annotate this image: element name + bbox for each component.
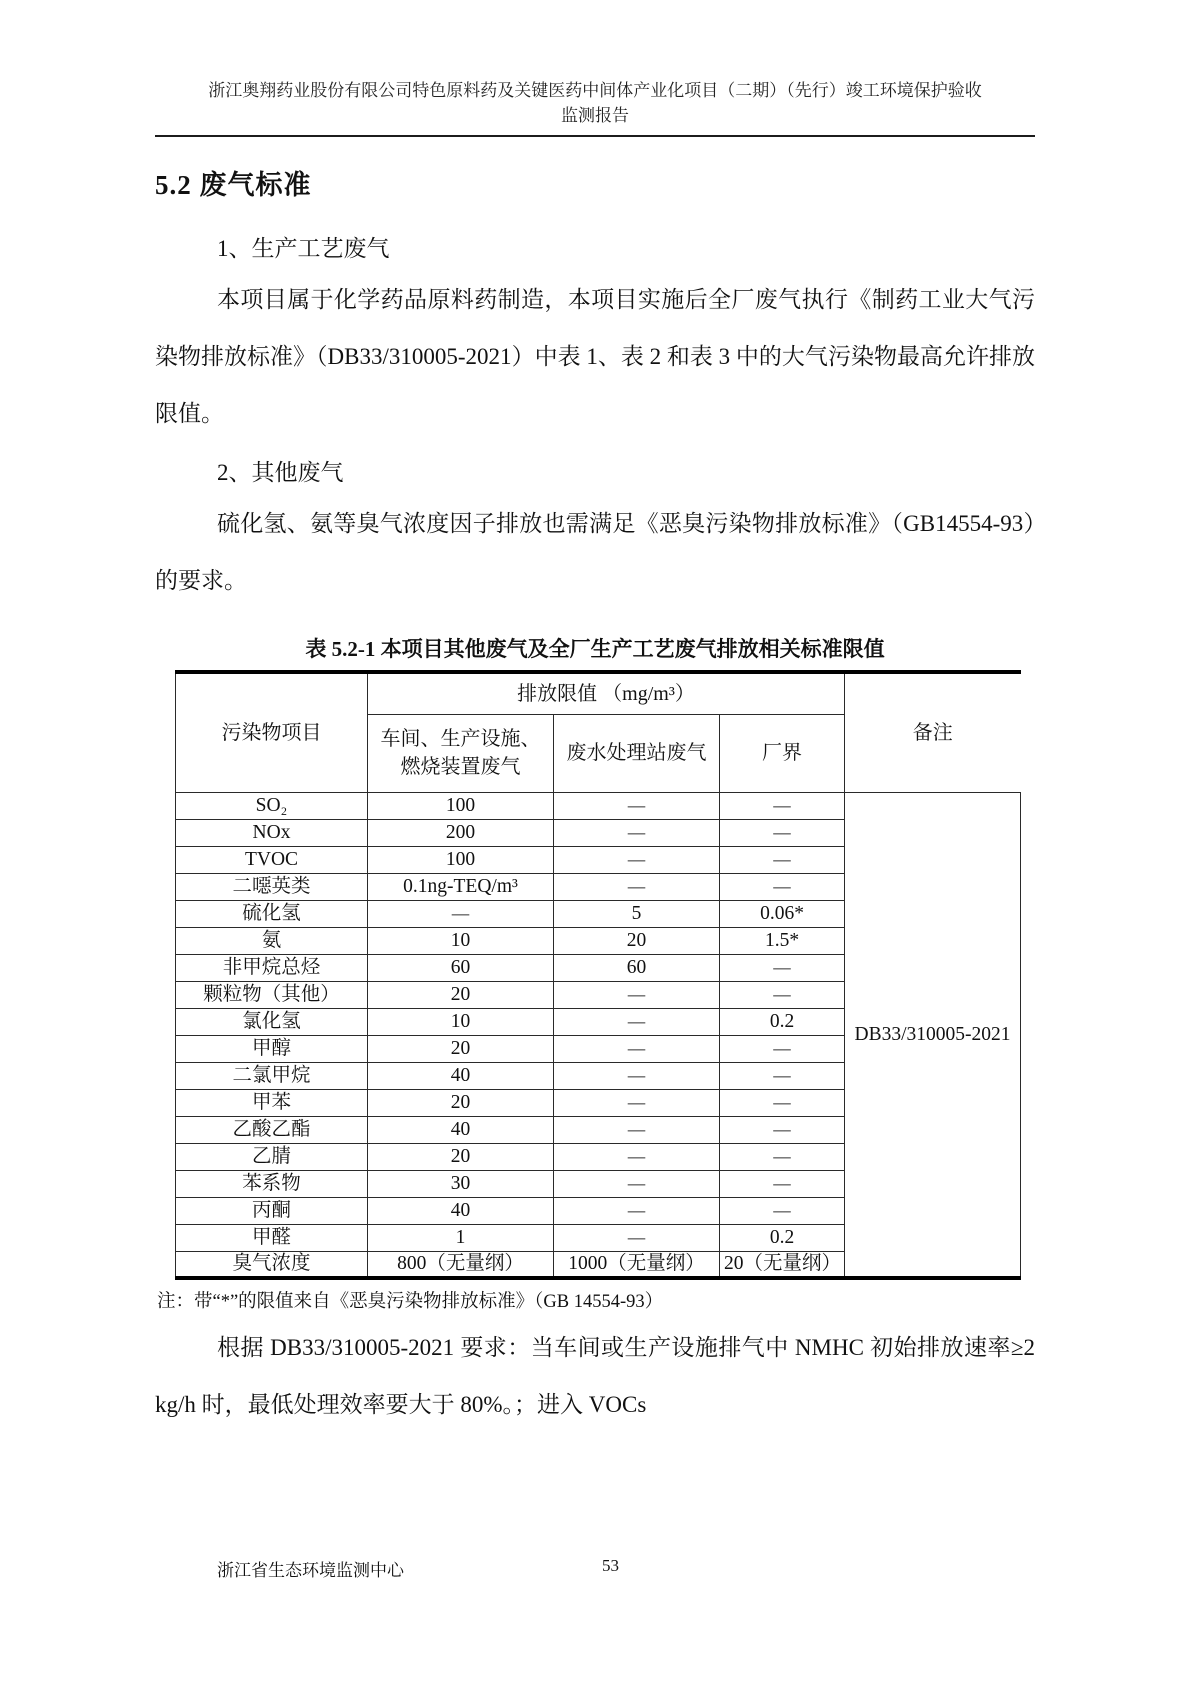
cell-boundary: — bbox=[720, 846, 845, 873]
cell-wwtp: — bbox=[554, 873, 720, 900]
cell-workshop: 10 bbox=[368, 927, 554, 954]
cell-wwtp: 60 bbox=[554, 954, 720, 981]
cell-boundary: — bbox=[720, 1062, 845, 1089]
cell-pollutant: 硫化氢 bbox=[176, 900, 368, 927]
cell-wwtp: — bbox=[554, 981, 720, 1008]
cell-boundary: — bbox=[720, 792, 845, 819]
cell-workshop: 100 bbox=[368, 792, 554, 819]
cell-pollutant: 非甲烷总烃 bbox=[176, 954, 368, 981]
cell-boundary: 20（无量纲） bbox=[720, 1251, 845, 1278]
col-header-wwtp: 废水处理站废气 bbox=[554, 714, 720, 792]
cell-pollutant: 丙酮 bbox=[176, 1197, 368, 1224]
cell-workshop: 40 bbox=[368, 1116, 554, 1143]
cell-workshop: 1 bbox=[368, 1224, 554, 1251]
list-item-2: 2、其他废气 bbox=[217, 460, 344, 485]
cell-workshop: 20 bbox=[368, 1035, 554, 1062]
cell-workshop: 10 bbox=[368, 1008, 554, 1035]
cell-boundary: — bbox=[720, 873, 845, 900]
cell-pollutant: 氨 bbox=[176, 927, 368, 954]
cell-workshop: 20 bbox=[368, 1143, 554, 1170]
cell-remark-standard: DB33/310005-2021 bbox=[845, 792, 1021, 1278]
col-header-limit-group: 排放限值 （mg/m³） bbox=[368, 672, 845, 714]
cell-wwtp: — bbox=[554, 819, 720, 846]
cell-pollutant: TVOC bbox=[176, 846, 368, 873]
cell-wwtp: — bbox=[554, 1089, 720, 1116]
page-header bbox=[155, 78, 1035, 137]
cell-wwtp: — bbox=[554, 1224, 720, 1251]
cell-boundary: 0.06* bbox=[720, 900, 845, 927]
cell-wwtp: 5 bbox=[554, 900, 720, 927]
paragraph-3: 根据 DB33/310005-2021 要求：当车间或生产设施排气中 NMHC 初始排放速率≥2 kg/h 时，最低处理效率要大于 80%。；进入 VOCs bbox=[155, 1335, 1035, 1417]
cell-pollutant: 苯系物 bbox=[176, 1170, 368, 1197]
cell-workshop: 30 bbox=[368, 1170, 554, 1197]
cell-pollutant: 氯化氢 bbox=[176, 1008, 368, 1035]
cell-wwtp: 20 bbox=[554, 927, 720, 954]
col-header-remark: 备注 bbox=[845, 672, 1021, 792]
cell-boundary: — bbox=[720, 1143, 845, 1170]
cell-boundary: — bbox=[720, 981, 845, 1008]
paragraph-2: 硫化氢、氨等臭气浓度因子排放也需满足《恶臭污染物排放标准》（GB14554-93）的要求。 bbox=[155, 511, 1035, 593]
cell-boundary: — bbox=[720, 1116, 845, 1143]
cell-wwtp: — bbox=[554, 792, 720, 819]
list-item-1: 1、生产工艺废气 bbox=[217, 236, 390, 261]
cell-pollutant: 乙酸乙酯 bbox=[176, 1116, 368, 1143]
cell-pollutant: 二氯甲烷 bbox=[176, 1062, 368, 1089]
cell-workshop: 100 bbox=[368, 846, 554, 873]
emission-limits-table bbox=[175, 670, 1021, 1280]
cell-wwtp: — bbox=[554, 1143, 720, 1170]
cell-pollutant: 甲醛 bbox=[176, 1224, 368, 1251]
cell-boundary: — bbox=[720, 819, 845, 846]
cell-workshop: 60 bbox=[368, 954, 554, 981]
cell-wwtp: — bbox=[554, 846, 720, 873]
cell-boundary: — bbox=[720, 1170, 845, 1197]
cell-pollutant: SO₂ bbox=[176, 792, 368, 819]
cell-workshop: 800（无量纲） bbox=[368, 1251, 554, 1278]
cell-workshop: 0.1ng-TEQ/m³ bbox=[368, 873, 554, 900]
cell-wwtp: — bbox=[554, 1170, 720, 1197]
cell-pollutant: NOx bbox=[176, 819, 368, 846]
cell-boundary: — bbox=[720, 1197, 845, 1224]
cell-workshop: — bbox=[368, 900, 554, 927]
cell-boundary: — bbox=[720, 1089, 845, 1116]
cell-wwtp: — bbox=[554, 1035, 720, 1062]
cell-workshop: 40 bbox=[368, 1062, 554, 1089]
col-header-pollutant: 污染物项目 bbox=[176, 672, 368, 792]
cell-boundary: — bbox=[720, 954, 845, 981]
cell-wwtp: — bbox=[554, 1008, 720, 1035]
col-header-boundary: 厂界 bbox=[720, 714, 845, 792]
table-title: 表 5.2-1 本项目其他废气及全厂生产工艺废气排放相关标准限值 bbox=[305, 637, 885, 661]
cell-pollutant: 臭气浓度 bbox=[176, 1251, 368, 1278]
footer-organization: 浙江省生态环境监测中心 bbox=[217, 1561, 404, 1580]
paragraph-1: 本项目属于化学药品原料药制造，本项目实施后全厂废气执行《制药工业大气污染物排放标准》（DB33/310005-2021）中表 1、表 2 和表 3 中的大气污染物最高允许排放限值。 bbox=[155, 287, 1035, 426]
cell-workshop: 20 bbox=[368, 981, 554, 1008]
cell-boundary: — bbox=[720, 1035, 845, 1062]
cell-pollutant: 乙腈 bbox=[176, 1143, 368, 1170]
cell-boundary: 0.2 bbox=[720, 1224, 845, 1251]
cell-workshop: 40 bbox=[368, 1197, 554, 1224]
header-row-1 bbox=[176, 672, 1021, 714]
cell-wwtp: — bbox=[554, 1062, 720, 1089]
section-heading: 5.2 废气标准 bbox=[155, 170, 312, 200]
cell-wwtp: 1000（无量纲） bbox=[554, 1251, 720, 1278]
cell-boundary: 0.2 bbox=[720, 1008, 845, 1035]
table-footnote: 注：带“*”的限值来自《恶臭污染物排放标准》（GB 14554-93） bbox=[157, 1292, 664, 1312]
table-body bbox=[176, 792, 1021, 1278]
cell-pollutant: 颗粒物（其他） bbox=[176, 981, 368, 1008]
header-line-1: 浙江奥翔药业股份有限公司特色原料药及关键医药中间体产业化项目（二期）（先行）竣工环境保护验收 bbox=[208, 81, 982, 100]
cell-pollutant: 甲苯 bbox=[176, 1089, 368, 1116]
table-header bbox=[176, 672, 1021, 792]
cell-pollutant: 甲醇 bbox=[176, 1035, 368, 1062]
header-line-2: 监测报告 bbox=[561, 106, 629, 125]
table-row bbox=[176, 792, 1021, 819]
footer-page-number: 53 bbox=[602, 1556, 619, 1575]
cell-wwtp: — bbox=[554, 1197, 720, 1224]
cell-boundary: 1.5* bbox=[720, 927, 845, 954]
cell-pollutant: 二噁英类 bbox=[176, 873, 368, 900]
cell-wwtp: — bbox=[554, 1116, 720, 1143]
col-header-workshop: 车间、生产设施、燃烧装置废气 bbox=[368, 714, 554, 792]
cell-workshop: 200 bbox=[368, 819, 554, 846]
cell-workshop: 20 bbox=[368, 1089, 554, 1116]
